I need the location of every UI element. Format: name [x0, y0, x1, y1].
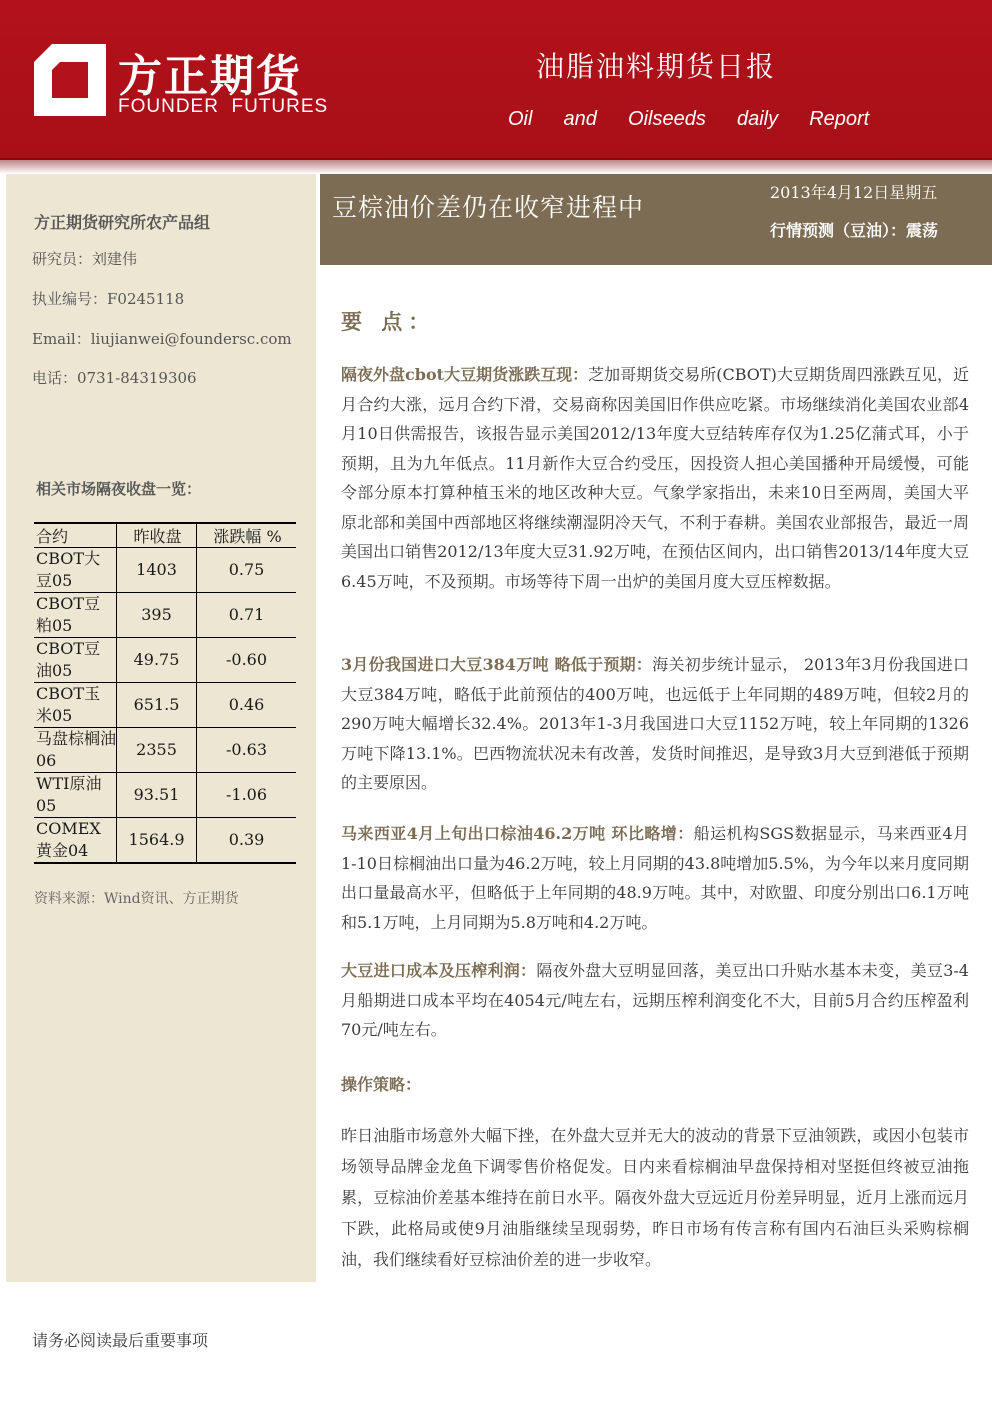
paragraph-malaysia-exports [341, 819, 969, 937]
paragraph-heading: 3月份我国进口大豆384万吨 略低于预期： [341, 655, 653, 674]
contract-name: COMEX黄金04 [34, 818, 117, 864]
contract-name: 马盘棕榈油06 [34, 728, 117, 773]
logo-english: FOUNDER FUTURES [118, 96, 329, 117]
contract-name: CBOT豆油05 [34, 638, 117, 683]
close-value: 1403 [117, 548, 197, 593]
founder-logo-icon [34, 44, 106, 116]
change-value: 0.46 [197, 683, 296, 728]
table-row [34, 548, 296, 593]
close-value: 1564.9 [117, 818, 197, 864]
col-header-change: 涨跌幅 % [197, 523, 296, 548]
market-table-title: 相关市场隔夜收盘一览： [36, 480, 202, 498]
change-value: -0.63 [197, 728, 296, 773]
overnight-market-table [34, 522, 296, 864]
paragraph-heading: 大豆进口成本及压榨利润： [341, 961, 537, 980]
strategy-title: 操作策略： [341, 1075, 422, 1094]
report-title-english: Oil and Oilseeds daily Report [508, 108, 870, 130]
email-address[interactable]: Email：liujianwei@foundersc.com [32, 330, 292, 348]
change-value: 0.39 [197, 818, 296, 864]
report-header [0, 0, 992, 160]
title-bar [320, 174, 992, 265]
data-source-note: 资料来源：Wind资讯、方正期货 [34, 891, 239, 907]
close-value: 395 [117, 593, 197, 638]
table-row [34, 818, 296, 864]
header-shadow [0, 158, 992, 174]
table-row [34, 593, 296, 638]
market-forecast: 行情预测（豆油）：震荡 [770, 221, 939, 240]
paragraph-cbot-soybean [341, 360, 969, 596]
close-value: 2355 [117, 728, 197, 773]
logo-chinese: 方正期货 [118, 51, 302, 102]
paragraph-body: 船运机构SGS数据显示，马来西亚4月1-10日棕榈油出口量为46.2万吨，较上月同期的43.8吨增加5.5%，为今年以来月度同期出口量最高水平，但略低于上年同期的48.9万吨。其中，对欧盟、印度分别出口6.1万吨和5.1万吨，上月同期为5.8万吨和4.2万吨。 [341, 824, 969, 932]
report-date: 2013年4月12日星期五 [770, 183, 938, 202]
paragraph-import-cost [341, 956, 969, 1045]
close-value: 93.51 [117, 773, 197, 818]
change-value: 0.75 [197, 548, 296, 593]
phone-number: 电话：0731-84319306 [32, 369, 197, 387]
license-number: 执业编号：F0245118 [32, 290, 185, 308]
table-row [34, 773, 296, 818]
table-row [34, 683, 296, 728]
researcher-name: 研究员：刘建伟 [32, 250, 138, 268]
contract-name: WTI原油05 [34, 773, 117, 818]
paragraph-body: 隔夜外盘大豆明显回落，美豆出口升贴水基本未变，美豆3-4月船期进口成本平均在4054元/吨左右，远期压榨利润变化不大，目前5月合约压榨盈利70元/吨左右。 [341, 961, 969, 1039]
report-headline: 豆棕油价差仍在收窄进程中 [332, 193, 645, 222]
paragraph-heading: 隔夜外盘cbot大豆期货涨跌互现： [341, 365, 589, 384]
contract-name: CBOT豆粕05 [34, 593, 117, 638]
research-group: 方正期货研究所农产品组 [34, 213, 211, 232]
paragraph-body: 芝加哥期货交易所(CBOT)大豆期货周四涨跌互见，近月合约大涨，远月合约下滑，交易商称因美国旧作供应吃紧。市场继续消化美国农业部4月10日供需报告，该报告显示美国2012/13年度大豆结转库存仅为1.25亿蒲式耳，小于预期，且为九年低点。11月新作大豆合约受压，因投资人担心美国播种开局缓慢，可能令部分原本打算种植玉米的地区改种大豆。气象学家指出，未来10日至两周，美国大平原北部和美国中西部地区将继续潮湿阴冷天气，不利于春耕。美国农业部报告，最近一周美国出口销售2012/13年度大豆31.92万吨，在预估区间内，出口销售2013/14年度大豆6.45万吨，不及预期。市场等待下周一出炉的美国月度大豆压榨数据。 [341, 365, 969, 591]
change-value: -1.06 [197, 773, 296, 818]
close-value: 49.75 [117, 638, 197, 683]
sidebar [6, 174, 316, 1282]
report-title-chinese: 油脂油料期货日报 [536, 50, 777, 83]
change-value: -0.60 [197, 638, 296, 683]
change-value: 0.71 [197, 593, 296, 638]
key-points-title: 要 点： [341, 309, 436, 334]
paragraph-body: 海关初步统计显示， 2013年3月份我国进口大豆384万吨，略低于此前预估的400万吨，也远低于上年同期的489万吨，但较2月的290万吨大幅增长32.4%。2013年1-3月我国进口大豆1152万吨，较上年同期的1326万吨下降13.1%。巴西物流状况未有改善，发货时间推迟，是导致3月大豆到港低于预期的主要原因。 [341, 655, 969, 792]
table-row [34, 638, 296, 683]
table-row [34, 728, 296, 773]
contract-name: CBOT大豆05 [34, 548, 117, 593]
col-header-contract: 合约 [34, 523, 117, 548]
contract-name: CBOT玉米05 [34, 683, 117, 728]
col-header-close: 昨收盘 [117, 523, 197, 548]
disclaimer-footer: 请务必阅读最后重要事项 [32, 1331, 209, 1350]
paragraph-heading: 马来西亚4月上旬出口棕油46.2万吨 环比略增： [341, 824, 694, 843]
paragraph-strategy [341, 1120, 969, 1275]
paragraph-soybean-imports [341, 650, 969, 798]
paragraph-body: 昨日油脂市场意外大幅下挫，在外盘大豆并无大的波动的背景下豆油领跌，或因小包装市场领导品牌金龙鱼下调零售价格促发。日内来看棕榈油早盘保持相对坚挺但终被豆油拖累，豆棕油价差基本维持在前日水平。隔夜外盘大豆远近月份差异明显，近月上涨而远月下跌，此格局或使9月油脂继续呈现弱势，昨日市场有传言称有国内石油巨头采购棕榈油，我们继续看好豆棕油价差的进一步收窄。 [341, 1126, 969, 1269]
close-value: 651.5 [117, 683, 197, 728]
